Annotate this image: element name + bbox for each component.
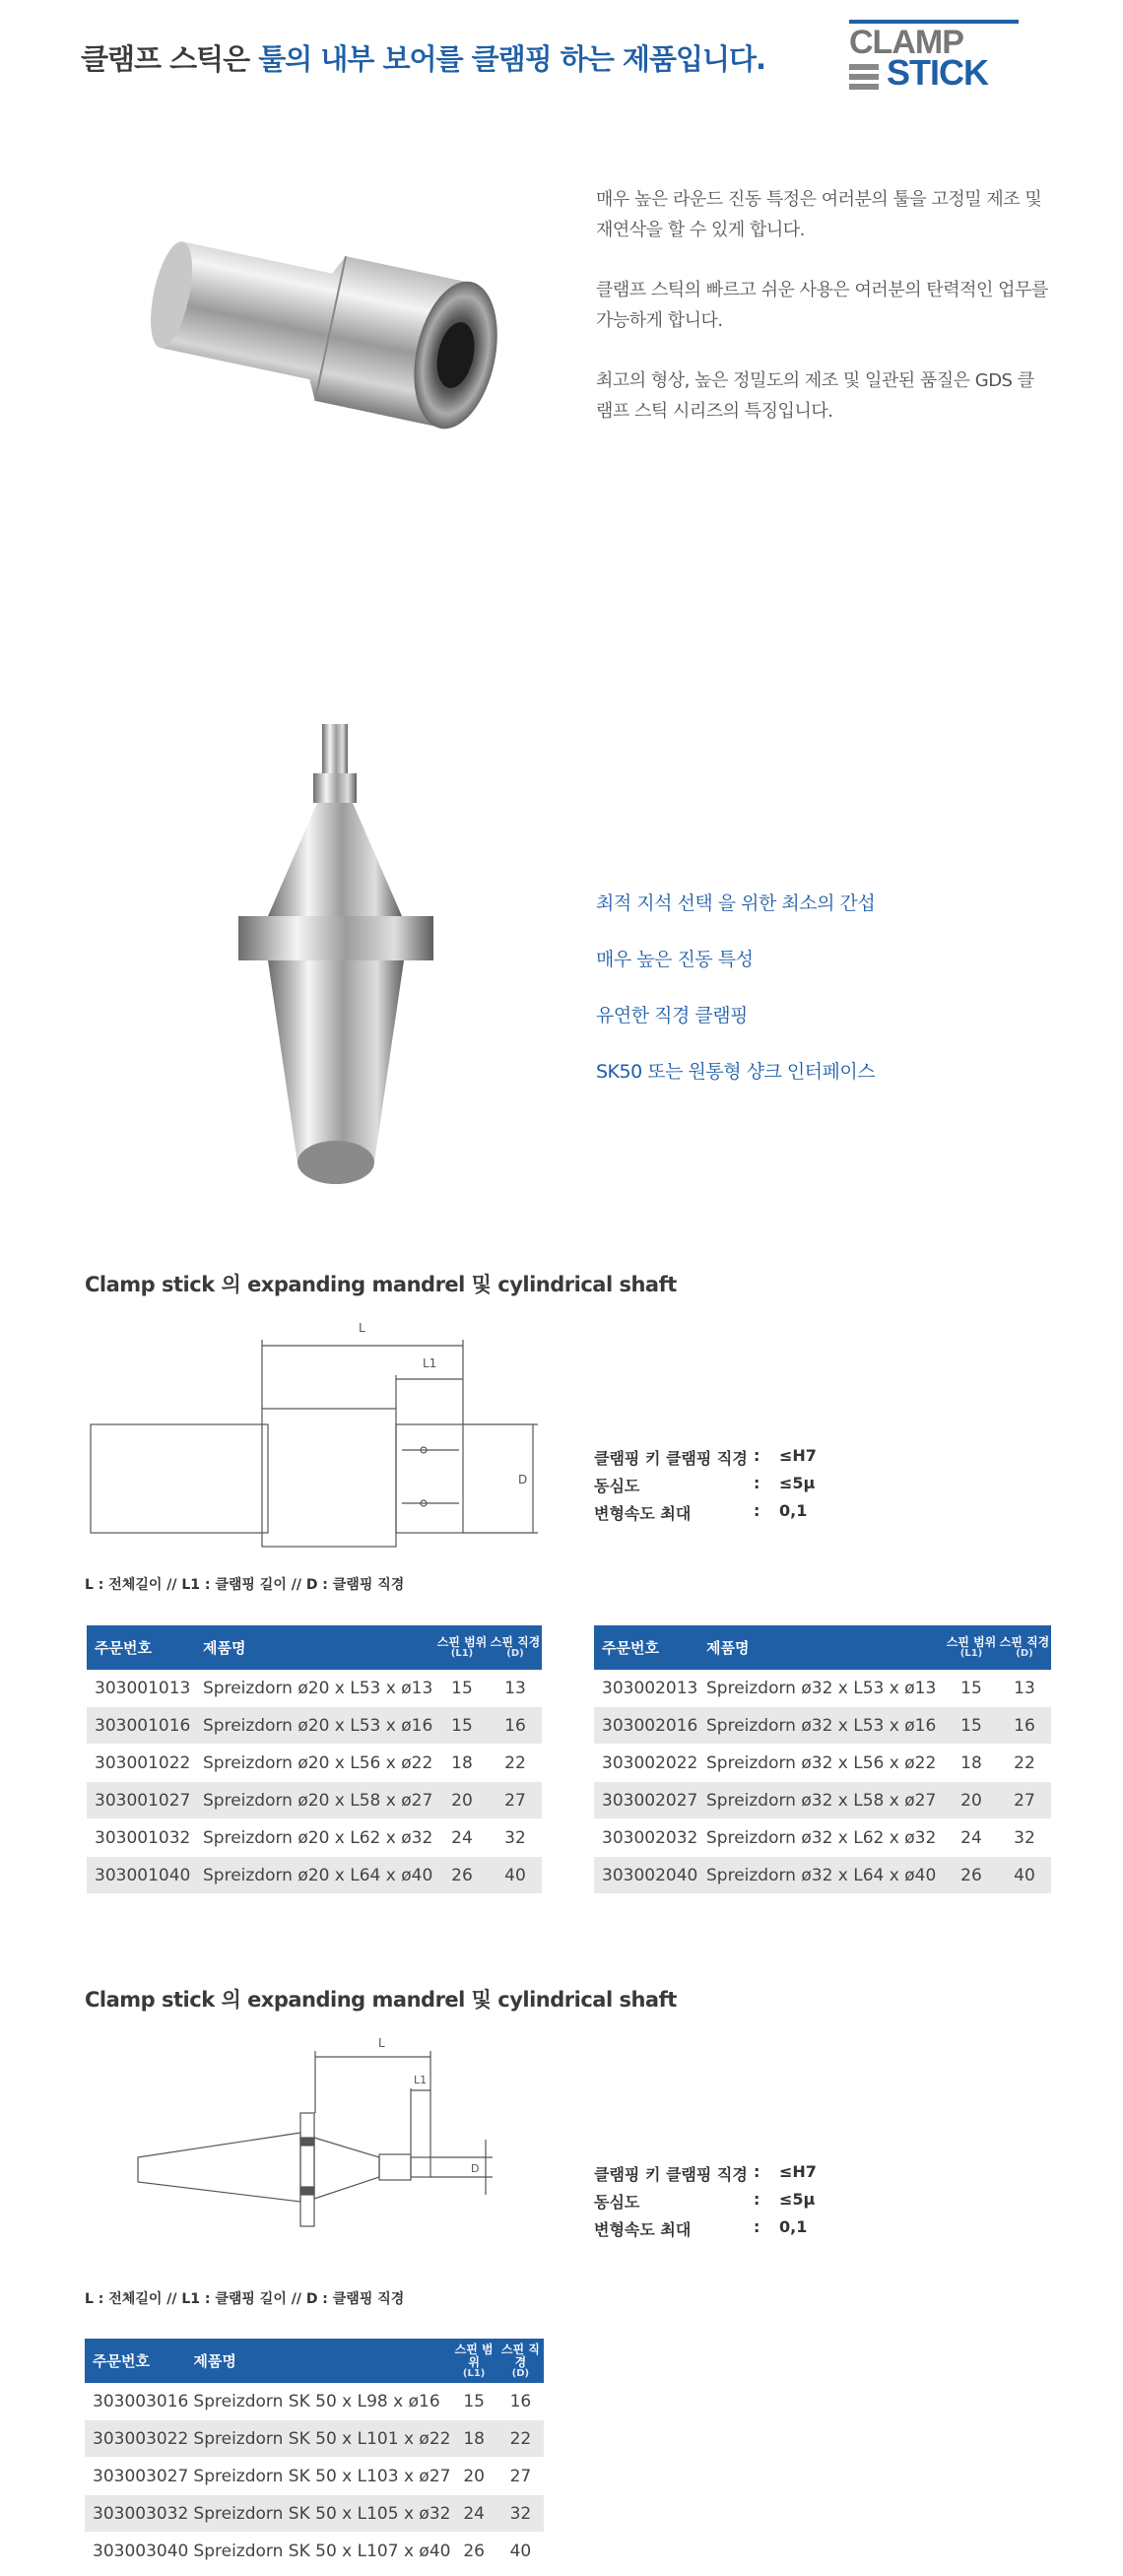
order-no: 303001013 xyxy=(87,1670,203,1707)
mandrel-technical-drawing xyxy=(85,1310,558,1566)
spec-colon: : xyxy=(754,1501,760,1520)
order-no: 303003040 xyxy=(85,2533,193,2570)
diameter-value: 16 xyxy=(489,1707,542,1745)
spec-colon: : xyxy=(754,1446,760,1465)
spec-row xyxy=(594,1446,890,1474)
product-name: Spreizdorn ø20 x L53 x ø13 xyxy=(203,1670,435,1707)
product-name: Spreizdorn SK 50 x L103 x ø27 xyxy=(193,2458,450,2495)
dimension-legend-1: L : 전체길이 // L1 : 클램핑 길이 // D : 클램핑 직경 xyxy=(85,1577,405,1593)
product-name: Spreizdorn SK 50 x L101 x ø22 xyxy=(193,2420,450,2458)
product-name: Spreizdorn ø20 x L58 x ø27 xyxy=(203,1782,435,1819)
range-label: 스핀 범위 xyxy=(946,1635,997,1649)
order-no: 303003027 xyxy=(85,2458,193,2495)
table-header-row xyxy=(87,1625,542,1670)
page-title-highlight: 툴의 내부 보어를 클램핑 하는 제품입니다. xyxy=(258,42,766,76)
col-header-range xyxy=(435,1625,489,1670)
product-name: Spreizdorn SK 50 x L105 x ø32 xyxy=(193,2495,450,2533)
product-name: Spreizdorn ø20 x L62 x ø32 xyxy=(203,1819,435,1857)
section-2-title: Clamp stick 의 expanding mandrel 및 cylindrical shaft xyxy=(85,1988,677,2012)
spec-list-1 xyxy=(594,1446,890,1529)
product-name: Spreizdorn ø32 x L56 x ø22 xyxy=(706,1745,945,1782)
col-header-order-no: 주문번호 xyxy=(85,2339,193,2383)
spec-value: ≤5μ xyxy=(779,2190,816,2209)
sk50-technical-drawing xyxy=(118,2029,512,2256)
col-header-order-no: 주문번호 xyxy=(594,1625,706,1670)
col-header-diameter xyxy=(497,2339,544,2383)
range-value: 18 xyxy=(435,1745,489,1782)
section-1-title: Clamp stick 의 expanding mandrel 및 cylindrical shaft xyxy=(85,1273,677,1296)
table-row xyxy=(85,2420,544,2458)
spec-colon: : xyxy=(754,2162,760,2181)
diameter-value: 16 xyxy=(497,2383,544,2420)
range-value: 18 xyxy=(450,2420,496,2458)
order-no: 303002032 xyxy=(594,1819,706,1857)
spec-label: 변형속도 최대 xyxy=(594,2220,692,2239)
order-no: 303001032 xyxy=(87,1819,203,1857)
range-value: 15 xyxy=(450,2383,496,2420)
product-name: Spreizdorn SK 50 x L107 x ø40 xyxy=(193,2533,450,2570)
range-value: 20 xyxy=(450,2458,496,2495)
diameter-value: 40 xyxy=(489,1857,542,1894)
diameter-value: 32 xyxy=(497,2495,544,2533)
diameter-value: 40 xyxy=(998,1857,1051,1894)
order-no: 303003016 xyxy=(85,2383,193,2420)
dim-label-l1: L1 xyxy=(414,2074,428,2086)
order-no: 303002013 xyxy=(594,1670,706,1707)
spec-row xyxy=(594,2217,890,2245)
range-label: 스핀 범위 xyxy=(454,2342,494,2369)
dim-label-l1: L1 xyxy=(423,1356,437,1370)
col-header-product: 제품명 xyxy=(203,1625,435,1670)
spec-label: 동심도 xyxy=(594,2193,640,2212)
table-row xyxy=(594,1707,1051,1745)
col-header-product: 제품명 xyxy=(193,2339,450,2383)
range-sub: (L1) xyxy=(959,1648,983,1659)
diameter-value: 32 xyxy=(998,1819,1051,1857)
order-no: 303001016 xyxy=(87,1707,203,1745)
table-row xyxy=(85,2495,544,2533)
table-row xyxy=(85,2383,544,2420)
range-value: 24 xyxy=(945,1819,998,1857)
col-header-diameter xyxy=(489,1625,542,1670)
order-no: 303002040 xyxy=(594,1857,706,1894)
spec-row xyxy=(594,1501,890,1529)
range-value: 15 xyxy=(945,1670,998,1707)
range-value: 15 xyxy=(435,1707,489,1745)
page-title-prefix: 클램프 스틱은 xyxy=(81,42,259,76)
col-header-product: 제품명 xyxy=(706,1625,945,1670)
diameter-value: 16 xyxy=(998,1707,1051,1745)
diameter-value: 13 xyxy=(489,1670,542,1707)
product-name: Spreizdorn ø32 x L62 x ø32 xyxy=(706,1819,945,1857)
product-name: Spreizdorn ø32 x L64 x ø40 xyxy=(706,1857,945,1894)
diameter-value: 22 xyxy=(497,2420,544,2458)
spec-label: 클램핑 키 클램핑 직경 xyxy=(594,1449,748,1468)
order-no: 303001022 xyxy=(87,1745,203,1782)
product-name: Spreizdorn ø32 x L58 x ø27 xyxy=(706,1782,945,1819)
product-table-1 xyxy=(87,1625,542,1894)
table-row xyxy=(594,1819,1051,1857)
spec-value: 0,1 xyxy=(779,1501,808,1520)
col-header-order-no: 주문번호 xyxy=(87,1625,203,1670)
product-name: Spreizdorn ø20 x L56 x ø22 xyxy=(203,1745,435,1782)
table-row xyxy=(87,1670,542,1707)
product-name: Spreizdorn ø32 x L53 x ø16 xyxy=(706,1707,945,1745)
table-row xyxy=(85,2458,544,2495)
range-value: 18 xyxy=(945,1745,998,1782)
table-row xyxy=(87,1707,542,1745)
spec-colon: : xyxy=(754,1474,760,1492)
product-name: Spreizdorn ø20 x L53 x ø16 xyxy=(203,1707,435,1745)
order-no: 303003022 xyxy=(85,2420,193,2458)
diameter-sub: (D) xyxy=(1016,1648,1033,1659)
spec-row xyxy=(594,2190,890,2217)
diameter-value: 27 xyxy=(489,1782,542,1819)
diameter-label: 스핀 직경 xyxy=(500,2342,540,2369)
product-table-2 xyxy=(594,1625,1051,1894)
table-row xyxy=(85,2533,544,2570)
range-sub: (L1) xyxy=(450,1648,474,1659)
spec-label: 클램핑 키 클램핑 직경 xyxy=(594,2165,748,2184)
feature-item-1: 최적 지석 선택 을 위한 최소의 간섭 xyxy=(596,892,876,914)
diameter-label: 스핀 직경 xyxy=(490,1635,541,1649)
spec-colon: : xyxy=(754,2217,760,2236)
table-row xyxy=(594,1745,1051,1782)
order-no: 303001027 xyxy=(87,1782,203,1819)
range-value: 26 xyxy=(945,1857,998,1894)
range-value: 26 xyxy=(435,1857,489,1894)
clampstick-logo xyxy=(849,20,1022,91)
range-sub: (L1) xyxy=(462,2367,486,2379)
product-name: Spreizdorn ø32 x L53 x ø13 xyxy=(706,1670,945,1707)
spec-colon: : xyxy=(754,2190,760,2209)
product-name: Spreizdorn ø20 x L64 x ø40 xyxy=(203,1857,435,1894)
col-header-range xyxy=(450,2339,496,2383)
range-value: 20 xyxy=(945,1782,998,1819)
dimension-legend-2: L : 전체길이 // L1 : 클램핑 길이 // D : 클램핑 직경 xyxy=(85,2291,405,2307)
diameter-value: 22 xyxy=(489,1745,542,1782)
feature-item-3: 유연한 직경 클램핑 xyxy=(596,1005,748,1026)
order-no: 303001040 xyxy=(87,1857,203,1894)
range-value: 20 xyxy=(435,1782,489,1819)
order-no: 303003032 xyxy=(85,2495,193,2533)
feature-item-2: 매우 높은 진동 특성 xyxy=(596,949,754,970)
feature-item-4: SK50 또는 원통형 샹크 인터페이스 xyxy=(596,1061,876,1083)
table-header-row xyxy=(85,2339,544,2383)
range-value: 24 xyxy=(435,1819,489,1857)
spec-value: ≤H7 xyxy=(779,1446,817,1465)
product-table-3 xyxy=(85,2339,544,2570)
diameter-sub: (D) xyxy=(506,1648,524,1659)
sk50-holder-photo xyxy=(227,714,453,1231)
diameter-value: 40 xyxy=(497,2533,544,2570)
product-name: Spreizdorn SK 50 x L98 x ø16 xyxy=(193,2383,450,2420)
diameter-value: 32 xyxy=(489,1819,542,1857)
diameter-value: 22 xyxy=(998,1745,1051,1782)
spec-row xyxy=(594,2162,890,2190)
dim-label-d: D xyxy=(518,1473,528,1486)
logo-word-stick: STICK xyxy=(887,52,988,93)
logo-word-clamp: CLAMP xyxy=(849,24,963,61)
table-row xyxy=(87,1819,542,1857)
spec-value: ≤5μ xyxy=(779,1474,816,1492)
spec-label: 동심도 xyxy=(594,1477,640,1495)
table-row xyxy=(594,1670,1051,1707)
range-value: 15 xyxy=(945,1707,998,1745)
clamp-stick-photo xyxy=(128,197,542,512)
spec-value: ≤H7 xyxy=(779,2162,817,2181)
intro-paragraph-1: 매우 높은 라운드 진동 특정은 여러분의 툴을 고정밀 제조 및 재연삭을 할 수 있게 합니다. xyxy=(596,189,1042,240)
diameter-value: 13 xyxy=(998,1670,1051,1707)
diameter-value: 27 xyxy=(497,2458,544,2495)
table-row xyxy=(87,1782,542,1819)
order-no: 303002016 xyxy=(594,1707,706,1745)
diameter-value: 27 xyxy=(998,1782,1051,1819)
range-value: 15 xyxy=(435,1670,489,1707)
intro-paragraph-3: 최고의 형상, 높은 정밀도의 제조 및 일관된 품질은 GDS 클램프 스틱 시리즈의 특징입니다. xyxy=(596,370,1034,422)
spec-label: 변형속도 최대 xyxy=(594,1504,692,1523)
spec-list-2 xyxy=(594,2162,890,2245)
table-header-row xyxy=(594,1625,1051,1670)
table-row xyxy=(87,1745,542,1782)
dim-label-d: D xyxy=(471,2162,480,2175)
order-no: 303002022 xyxy=(594,1745,706,1782)
order-no: 303002027 xyxy=(594,1782,706,1819)
dim-label-l: L xyxy=(378,2036,385,2050)
diameter-sub: (D) xyxy=(511,2367,530,2379)
range-value: 24 xyxy=(450,2495,496,2533)
table-row xyxy=(594,1782,1051,1819)
table-row xyxy=(87,1857,542,1894)
spec-value: 0,1 xyxy=(779,2217,808,2236)
diameter-label: 스핀 직경 xyxy=(999,1635,1050,1649)
dim-label-l: L xyxy=(359,1321,365,1335)
col-header-diameter xyxy=(998,1625,1051,1670)
range-value: 26 xyxy=(450,2533,496,2570)
page-title xyxy=(81,37,765,78)
table-row xyxy=(594,1857,1051,1894)
spec-row xyxy=(594,1474,890,1501)
col-header-range xyxy=(945,1625,998,1670)
range-label: 스핀 범위 xyxy=(436,1635,488,1649)
intro-paragraph-2: 클램프 스틱의 빠르고 쉬운 사용은 여러분의 탄력적인 업무를 가능하게 합니다. xyxy=(596,280,1048,331)
